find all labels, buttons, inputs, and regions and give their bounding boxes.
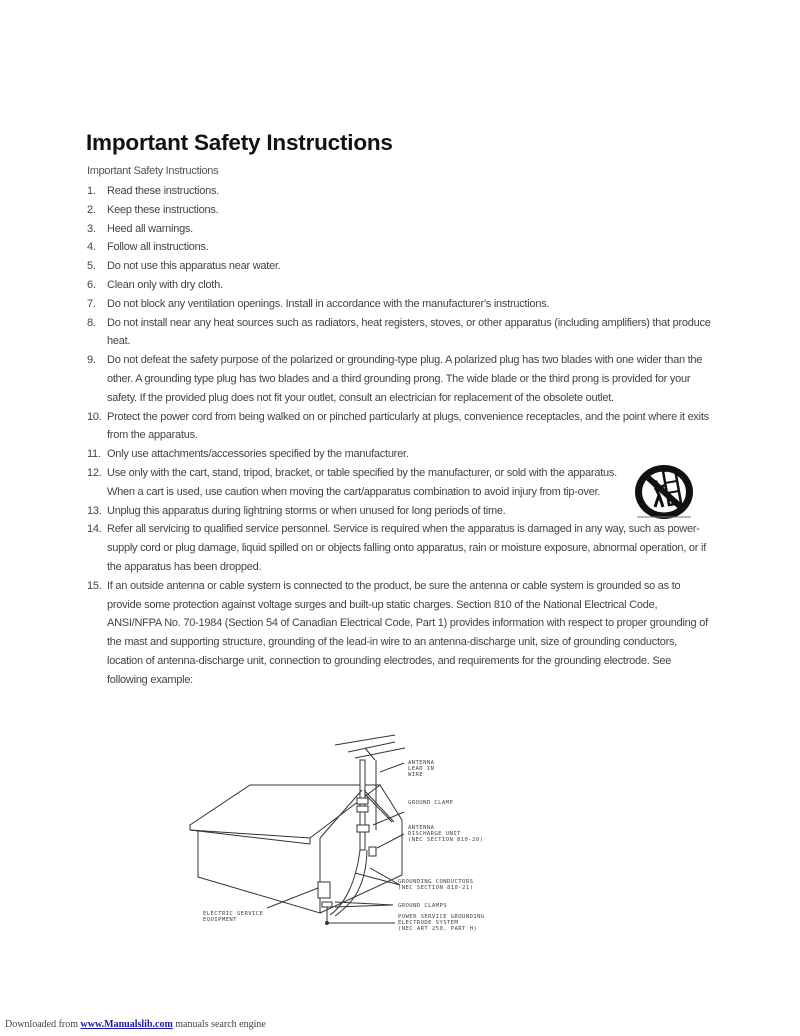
item-text: Heed all warnings. <box>107 222 193 235</box>
item-text: Protect the power cord from being walked on or pinched particularly at plugs, convenience receptacles, and the point where it exits from the apparatus. <box>107 410 709 442</box>
list-item <box>87 408 712 446</box>
item-text: Do not use this apparatus near water. <box>107 260 281 273</box>
list-item <box>87 201 712 220</box>
item-number: 13. <box>87 504 102 517</box>
item-number: 1. <box>87 185 96 197</box>
item-number: 7. <box>87 297 96 310</box>
item-number: 14. <box>87 523 102 536</box>
list-item <box>87 295 712 314</box>
item-number: 3. <box>87 222 96 235</box>
footer-prefix: Downloaded from <box>5 1019 79 1030</box>
diagram-label: ANTENNA <box>408 760 435 766</box>
section-subtitle: Important Safety Instructions <box>87 165 219 177</box>
item-number: 2. <box>87 203 96 216</box>
list-item <box>87 577 712 690</box>
list-item <box>87 502 712 521</box>
diagram-label: GROUND CLAMPS <box>398 903 447 909</box>
list-item <box>87 257 712 276</box>
item-text: Use only with the cart, stand, tripod, bracket, or table specified by the manufacturer, or sold with the apparatus. When a cart is used, use caution when moving the cart/apparatus combination to avoid injury from tip-over. <box>107 466 617 498</box>
diagram-label: (NEC SECTION 810-20) <box>408 837 484 843</box>
item-number: 8. <box>87 316 96 329</box>
item-text: Follow all instructions. <box>107 241 209 254</box>
footer <box>5 1019 266 1030</box>
manualslib-link[interactable]: www.Manualslib.com <box>80 1019 173 1030</box>
diagram-label: (NEC SECTION 810-21) <box>398 885 474 891</box>
list-item <box>87 276 712 295</box>
page-title: Important Safety Instructions <box>86 130 393 155</box>
item-number: 12. <box>87 466 102 479</box>
item-text: Clean only with dry cloth. <box>107 278 223 291</box>
item-number: 11. <box>87 448 101 461</box>
item-number: 6. <box>87 278 96 291</box>
list-item <box>87 351 712 407</box>
diagram-label: ANTENNA <box>408 825 435 831</box>
list-item <box>87 314 712 352</box>
list-item <box>87 182 712 201</box>
item-text: Do not defeat the safety purpose of the polarized or grounding-type plug. A polarized plug has two blades with one wider than the other. A grounding type plug has two blades and a third grounding prong. The wide blade or the third prong is provided for your safety. If the provided plug does not fit your outlet, consult an electrician for replacement of the obsolete outlet. <box>107 354 703 404</box>
diagram-label: (NEC ART 250, PART H) <box>398 926 478 932</box>
item-number: 4. <box>87 241 96 254</box>
item-text: Refer all servicing to qualified service personnel. Service is required when the apparatus is damaged in any way, such as power-supply cord or plug damage, liquid spilled on or objects falling onto apparatus, rain or moisture exposure, abnormal operation, or if the apparatus has been dropped. <box>107 523 706 573</box>
item-text: Keep these instructions. <box>107 203 219 216</box>
diagram-label: GROUNDING CONDUCTORS <box>398 879 474 885</box>
item-number: 15. <box>87 579 102 592</box>
diagram-label: POWER SERVICE GROUNDING <box>398 914 485 920</box>
item-text: Do not install near any heat sources such as radiators, heat registers, stoves, or other apparatus (including amplifiers) that produce heat. <box>107 316 711 348</box>
footer-suffix: manuals search engine <box>175 1019 266 1030</box>
cart-tip-over-warning-icon <box>631 463 697 525</box>
list-item <box>87 520 712 576</box>
diagram-label: GROUND CLAMP <box>408 800 454 806</box>
item-number: 9. <box>87 354 96 367</box>
list-item <box>87 220 712 239</box>
safety-instructions-list <box>87 182 712 690</box>
antenna-grounding-diagram <box>170 730 500 940</box>
item-text: Unplug this apparatus during lightning storms or when unused for long periods of time. <box>107 504 506 517</box>
list-item <box>87 445 712 464</box>
item-number: 10. <box>87 410 102 423</box>
diagram-label: ELECTRIC SERVICE <box>203 911 264 917</box>
item-text: Read these instructions. <box>107 185 220 197</box>
diagram-label: DISCHARGE UNIT <box>408 831 461 837</box>
item-text: Do not block any ventilation openings. Install in accordance with the manufacturer's instructions. <box>107 297 550 310</box>
item-text: If an outside antenna or cable system is connected to the product, be sure the antenna or cable system is grounded so as to provide some protection against voltage surges and built-up static charges. Section 810 of the National Electrical Code, ANSI/NFPA No. 70-1984 (Section 54 of Canadian Electrical Code, Part 1) provides information with respect to proper grounding of the mast and supporting structure, grounding of the lead-in wire to an antenna-discharge unit, size of grounding conductors, location of antenna-discharge unit, connection to grounding electrodes, and requirements for the grounding electrode. See following example: <box>107 579 708 686</box>
diagram-label: LEAD IN <box>408 766 435 772</box>
list-item <box>87 464 712 502</box>
item-number: 5. <box>87 260 96 273</box>
item-text: Only use attachments/accessories specified by the manufacturer. <box>107 448 409 461</box>
diagram-label: ELECTRODE SYSTEM <box>398 920 459 926</box>
list-item <box>87 238 712 257</box>
diagram-label: WIRE <box>408 772 424 778</box>
diagram-label: EQUIPMENT <box>203 917 237 923</box>
